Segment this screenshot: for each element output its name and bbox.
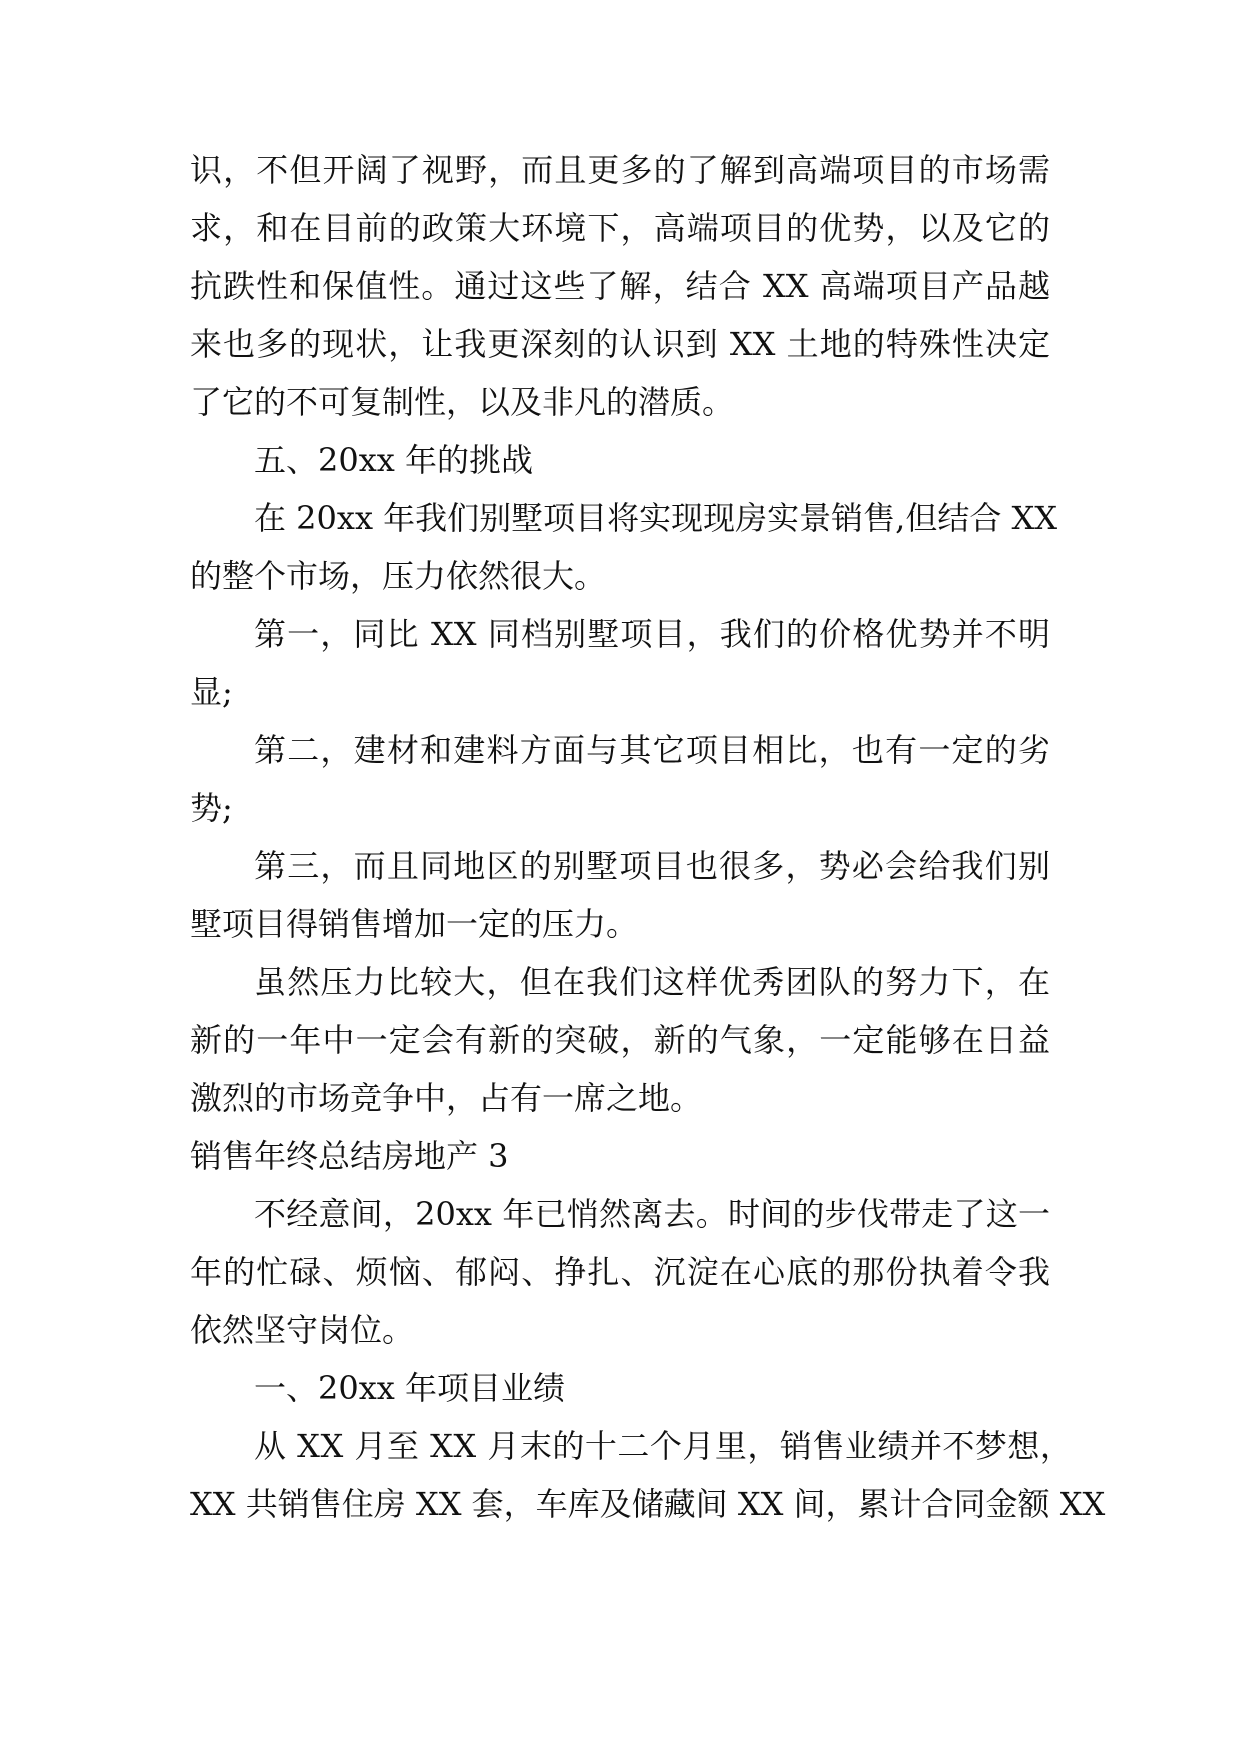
section-heading: 五、20xx 年的挑战	[254, 441, 533, 479]
paragraph-line: 识，不但开阔了视野，而且更多的了解到高端项目的市场需	[190, 151, 1050, 189]
paragraph-line: 显;	[190, 673, 233, 711]
document-heading: 销售年终总结房地产 3	[190, 1137, 509, 1175]
paragraph-line: 势;	[190, 789, 233, 827]
paragraph-line: XX 共销售住房 XX 套，车库及储藏间 XX 间，累计合同金额 XX	[190, 1485, 1106, 1523]
paragraph-line: 第二，建材和建料方面与其它项目相比，也有一定的劣	[254, 731, 1050, 769]
paragraph-line: 依然坚守岗位。	[190, 1311, 415, 1349]
paragraph-line: 新的一年中一定会有新的突破，新的气象，一定能够在日益	[190, 1021, 1050, 1059]
paragraph-line: 激烈的市场竞争中，占有一席之地。	[190, 1079, 703, 1117]
paragraph-line: 第三，而且同地区的别墅项目也很多，势必会给我们别	[254, 847, 1050, 885]
paragraph-line: 墅项目得销售增加一定的压力。	[190, 905, 639, 943]
paragraph-line: 的整个市场，压力依然很大。	[190, 557, 607, 595]
paragraph-line: 抗跌性和保值性。通过这些了解，结合 XX 高端项目产品越	[190, 267, 1050, 305]
paragraph-line: 年的忙碌、烦恼、郁闷、挣扎、沉淀在心底的那份执着令我	[190, 1253, 1050, 1291]
paragraph-line: 了它的不可复制性，以及非凡的潜质。	[190, 383, 735, 421]
section-heading: 一、20xx 年项目业绩	[254, 1369, 565, 1407]
paragraph-line: 在 20xx 年我们别墅项目将实现现房实景销售,但结合 XX	[254, 499, 1058, 537]
paragraph-line: 求，和在目前的政策大环境下，高端项目的优势，以及它的	[190, 209, 1050, 247]
paragraph-line: 不经意间，20xx 年已悄然离去。时间的步伐带走了这一	[254, 1195, 1050, 1233]
paragraph-line: 来也多的现状，让我更深刻的认识到 XX 土地的特殊性决定	[190, 325, 1050, 363]
paragraph-line: 从 XX 月至 XX 月末的十二个月里，销售业绩并不梦想，	[254, 1427, 1073, 1465]
paragraph-line: 第一，同比 XX 同档别墅项目，我们的价格优势并不明	[254, 615, 1050, 653]
paragraph-line: 虽然压力比较大，但在我们这样优秀团队的努力下，在	[254, 963, 1050, 1001]
